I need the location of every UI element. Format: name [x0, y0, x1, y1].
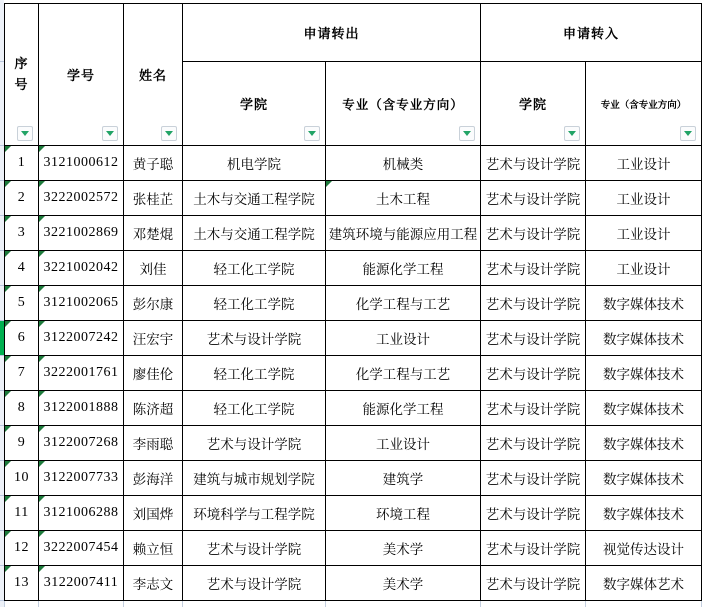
cell-name[interactable] — [124, 531, 183, 566]
cell-name[interactable] — [124, 286, 183, 321]
cell-seq[interactable] — [5, 531, 39, 566]
header-college-in[interactable] — [481, 62, 586, 146]
cell-name-value: 彭尔康 — [132, 297, 174, 312]
cell-seq-value: 6 — [17, 330, 26, 345]
filter-arrow-icon — [463, 131, 471, 136]
cell-in-major-value: 数字媒体技术 — [603, 402, 684, 417]
cell-seq[interactable] — [5, 461, 39, 496]
cell-in-major[interactable] — [586, 216, 702, 251]
cell-in-college-value: 艺术与设计学院 — [485, 542, 581, 557]
green-corner-marker-icon — [39, 181, 45, 187]
cell-in-college[interactable] — [481, 531, 586, 566]
cell-in-college[interactable] — [481, 251, 586, 286]
cell-seq-value: 4 — [17, 260, 26, 275]
cell-out-college[interactable] — [183, 426, 326, 461]
cell-out-major[interactable] — [326, 461, 481, 496]
cell-out-major-value: 环境工程 — [376, 507, 430, 522]
filter-arrow-icon — [568, 131, 576, 136]
cell-in-major[interactable] — [586, 286, 702, 321]
cell-student-id[interactable] — [39, 356, 124, 391]
cell-student-id-value: 3122001888 — [43, 400, 119, 415]
cell-out-college[interactable] — [183, 251, 326, 286]
cell-out-major-value: 化学工程与工艺 — [355, 297, 451, 312]
cell-out-college[interactable] — [183, 461, 326, 496]
cell-in-major-value: 工业设计 — [616, 227, 671, 242]
cell-out-major-value: 建筑学 — [382, 472, 424, 487]
cell-in-college[interactable] — [481, 426, 586, 461]
filter-button-student-id[interactable] — [102, 126, 118, 141]
cell-out-major[interactable] — [326, 181, 481, 216]
cell-name[interactable] — [124, 461, 183, 496]
cell-in-college-value: 艺术与设计学院 — [485, 437, 581, 452]
cell-student-id[interactable] — [39, 391, 124, 426]
cell-in-college[interactable] — [481, 181, 586, 216]
cell-out-college[interactable] — [183, 181, 326, 216]
green-corner-marker-icon — [5, 146, 11, 152]
cell-in-college-value: 艺术与设计学院 — [485, 192, 581, 207]
green-corner-marker-icon — [5, 496, 11, 502]
cell-seq[interactable] — [5, 146, 39, 181]
cell-in-college[interactable] — [481, 566, 586, 601]
gridline — [701, 601, 702, 607]
cell-name-value: 李雨聪 — [132, 437, 174, 452]
green-corner-marker-icon — [5, 251, 11, 257]
green-corner-marker-icon — [39, 251, 45, 257]
cell-out-college-value: 轻工化工学院 — [213, 367, 295, 382]
cell-seq[interactable] — [5, 566, 39, 601]
cell-in-major-value: 数字媒体技术 — [603, 472, 684, 487]
cell-in-college[interactable] — [481, 356, 586, 391]
filter-button-college-in[interactable] — [564, 126, 580, 141]
cell-out-major[interactable] — [326, 321, 481, 356]
green-corner-marker-icon — [5, 356, 11, 362]
cell-student-id-value: 3122007733 — [43, 470, 119, 485]
cell-in-major[interactable] — [586, 356, 702, 391]
cell-student-id-value: 3122007411 — [43, 575, 119, 590]
cell-student-id[interactable] — [39, 531, 124, 566]
cell-seq[interactable] — [5, 426, 39, 461]
cell-out-college-value: 艺术与设计学院 — [206, 332, 302, 347]
header-major-out[interactable] — [326, 62, 481, 146]
cell-name-value: 李志文 — [132, 577, 174, 592]
cell-out-major[interactable] — [326, 356, 481, 391]
green-corner-marker-icon — [39, 216, 45, 222]
cell-in-college-value: 艺术与设计学院 — [485, 402, 581, 417]
cell-student-id[interactable] — [39, 461, 124, 496]
cell-out-major-value: 工业设计 — [376, 437, 430, 452]
cell-name-value: 刘佳 — [139, 262, 167, 277]
cell-name-value: 赖立恒 — [132, 542, 174, 557]
cell-name-value: 汪宏宇 — [132, 332, 174, 347]
cell-in-major[interactable] — [586, 181, 702, 216]
cell-in-college[interactable] — [481, 321, 586, 356]
cell-student-id-value: 3121000612 — [43, 155, 119, 170]
cell-in-major[interactable] — [586, 461, 702, 496]
header-major-out-label: 专业（含专业方向） — [342, 97, 464, 112]
gridline — [585, 601, 586, 607]
cell-in-major-value: 工业设计 — [616, 262, 671, 277]
header-college-out-label: 学院 — [239, 97, 268, 112]
cell-out-major-value: 能源化学工程 — [362, 262, 444, 277]
cell-seq[interactable] — [5, 321, 39, 356]
cell-out-college[interactable] — [183, 566, 326, 601]
cell-name[interactable] — [124, 321, 183, 356]
cell-out-college[interactable] — [183, 531, 326, 566]
header-student-id[interactable] — [39, 4, 124, 146]
header-college-out[interactable] — [183, 62, 326, 146]
cell-seq-value: 5 — [17, 295, 26, 310]
green-corner-marker-icon — [39, 391, 45, 397]
cell-out-college[interactable] — [183, 391, 326, 426]
cell-name[interactable] — [124, 391, 183, 426]
cell-out-college-value: 建筑与城市规划学院 — [193, 472, 315, 487]
cell-student-id[interactable] — [39, 426, 124, 461]
green-corner-marker-icon — [39, 286, 45, 292]
filter-arrow-icon — [21, 131, 29, 136]
cell-in-college-value: 艺术与设计学院 — [485, 262, 581, 277]
cell-seq-value: 1 — [17, 155, 26, 170]
cell-out-college-value: 轻工化工学院 — [213, 262, 295, 277]
cell-name[interactable] — [124, 426, 183, 461]
green-corner-marker-icon — [39, 356, 45, 362]
cell-out-college[interactable] — [183, 496, 326, 531]
green-corner-marker-icon — [5, 461, 11, 467]
cell-in-major[interactable] — [586, 426, 702, 461]
cell-out-college-value: 环境科学与工程学院 — [193, 507, 315, 522]
cell-in-college-value: 艺术与设计学院 — [485, 227, 581, 242]
cell-student-id[interactable] — [39, 496, 124, 531]
header-seq-label: 序号 — [14, 55, 29, 92]
green-corner-marker-icon — [5, 531, 11, 537]
cell-seq-value: 8 — [17, 400, 26, 415]
header-group-out-label: 申请转出 — [303, 26, 360, 41]
green-corner-marker-icon — [5, 566, 11, 572]
cell-name-value: 刘国烨 — [132, 507, 174, 522]
cell-seq[interactable] — [5, 496, 39, 531]
cell-in-major[interactable] — [586, 496, 702, 531]
cell-in-major-value: 数字媒体技术 — [603, 297, 684, 312]
filter-arrow-icon — [106, 131, 114, 136]
cell-name[interactable] — [124, 356, 183, 391]
cell-out-major-value: 工业设计 — [376, 332, 430, 347]
cell-out-major[interactable] — [326, 566, 481, 601]
cell-in-college-value: 艺术与设计学院 — [485, 332, 581, 347]
cell-seq[interactable] — [5, 391, 39, 426]
cell-seq-value: 7 — [17, 365, 26, 380]
cell-student-id[interactable] — [39, 181, 124, 216]
green-corner-marker-icon — [5, 391, 11, 397]
cell-out-college-value: 艺术与设计学院 — [206, 542, 302, 557]
gridline — [4, 601, 5, 607]
header-group-in-label: 申请转入 — [562, 26, 619, 41]
cell-in-major[interactable] — [586, 531, 702, 566]
cell-out-major-value: 机械类 — [382, 157, 424, 172]
green-corner-marker-icon — [39, 566, 45, 572]
cell-seq-value: 12 — [14, 540, 29, 555]
cell-out-major[interactable] — [326, 216, 481, 251]
cell-out-college-value: 土木与交通工程学院 — [193, 192, 315, 207]
cell-student-id-value: 3222001761 — [43, 365, 119, 380]
cell-in-college-value: 艺术与设计学院 — [485, 367, 581, 382]
cell-name-value: 张桂芷 — [132, 192, 174, 207]
cell-student-id[interactable] — [39, 566, 124, 601]
cell-in-college-value: 艺术与设计学院 — [485, 472, 581, 487]
cell-in-major[interactable] — [586, 391, 702, 426]
cell-name-value: 彭海洋 — [132, 472, 174, 487]
gridline — [325, 601, 326, 607]
cell-out-major[interactable] — [326, 146, 481, 181]
cell-out-college-value: 土木与交通工程学院 — [193, 227, 315, 242]
filter-button-college-out[interactable] — [304, 126, 320, 141]
header-name[interactable] — [124, 4, 183, 146]
cell-out-college[interactable] — [183, 216, 326, 251]
cell-in-college[interactable] — [481, 146, 586, 181]
cell-name-value: 邓楚焜 — [132, 227, 174, 242]
filter-button-name[interactable] — [161, 126, 177, 141]
cell-seq-value: 9 — [17, 435, 26, 450]
cell-out-college[interactable] — [183, 356, 326, 391]
cell-out-major[interactable] — [326, 286, 481, 321]
cell-out-major-value: 建筑环境与能源应用工程 — [328, 227, 478, 242]
cell-out-college-value: 艺术与设计学院 — [206, 437, 302, 452]
cell-in-major-value: 数字媒体技术 — [603, 437, 684, 452]
cell-name-value: 陈济超 — [132, 402, 174, 417]
cell-in-major[interactable] — [586, 251, 702, 286]
cell-student-id-value: 3121006288 — [43, 505, 119, 520]
cell-seq[interactable] — [5, 356, 39, 391]
cell-name[interactable] — [124, 566, 183, 601]
cell-seq-value: 11 — [14, 505, 29, 520]
cell-student-id-value: 3221002869 — [43, 225, 119, 240]
cell-name[interactable] — [124, 216, 183, 251]
green-corner-marker-icon — [5, 181, 11, 187]
cell-student-id-value: 3122007268 — [43, 435, 119, 450]
cell-in-college[interactable] — [481, 216, 586, 251]
cell-in-college-value: 艺术与设计学院 — [485, 297, 581, 312]
cell-student-id[interactable] — [39, 146, 124, 181]
cell-out-major-value: 美术学 — [382, 577, 424, 592]
cell-student-id[interactable] — [39, 286, 124, 321]
cell-student-id-value: 3121002065 — [43, 295, 119, 310]
filter-arrow-icon — [684, 131, 692, 136]
cell-seq[interactable] — [5, 181, 39, 216]
cell-in-college-value: 艺术与设计学院 — [485, 157, 581, 172]
cell-out-major-value: 美术学 — [382, 542, 424, 557]
cell-seq[interactable] — [5, 216, 39, 251]
cell-name-value: 廖佳伦 — [132, 367, 174, 382]
cell-student-id[interactable] — [39, 216, 124, 251]
cell-out-college[interactable] — [183, 146, 326, 181]
green-corner-marker-icon — [326, 181, 332, 187]
header-group-transfer-in[interactable] — [481, 4, 702, 62]
green-corner-marker-icon — [5, 216, 11, 222]
green-corner-marker-icon — [39, 461, 45, 467]
cell-student-id[interactable] — [39, 321, 124, 356]
cell-seq-value: 10 — [14, 470, 29, 485]
header-college-in-label: 学院 — [518, 97, 547, 112]
cell-in-major-value: 工业设计 — [616, 157, 671, 172]
transfer-applications-table — [4, 3, 702, 601]
gridline — [480, 601, 481, 607]
header-student-id-label: 学号 — [66, 68, 95, 83]
cell-seq-value: 3 — [17, 225, 26, 240]
cell-student-id-value: 3221002042 — [43, 260, 119, 275]
cell-in-college-value: 艺术与设计学院 — [485, 577, 581, 592]
green-corner-marker-icon — [39, 496, 45, 502]
filter-button-major-in[interactable] — [680, 126, 696, 141]
cell-out-major[interactable] — [326, 496, 481, 531]
gridline — [38, 601, 39, 607]
cell-out-major-value: 土木工程 — [376, 192, 430, 207]
header-group-transfer-out[interactable] — [183, 4, 481, 62]
green-corner-marker-icon — [39, 146, 45, 152]
cell-name-value: 黄子聪 — [132, 157, 174, 172]
gridline — [123, 601, 124, 607]
cell-out-college-value: 轻工化工学院 — [213, 402, 295, 417]
cell-out-major[interactable] — [326, 426, 481, 461]
cell-out-college[interactable] — [183, 286, 326, 321]
cell-in-college[interactable] — [481, 461, 586, 496]
header-name-label: 姓名 — [138, 68, 167, 83]
green-corner-marker-icon — [5, 321, 11, 327]
cell-out-major[interactable] — [326, 391, 481, 426]
cell-in-major[interactable] — [586, 566, 702, 601]
cell-name[interactable] — [124, 181, 183, 216]
cell-in-college[interactable] — [481, 391, 586, 426]
cell-out-college-value: 轻工化工学院 — [213, 297, 295, 312]
cell-out-major-value: 能源化学工程 — [362, 402, 444, 417]
green-corner-marker-icon — [5, 286, 11, 292]
header-major-in[interactable] — [586, 62, 702, 146]
cell-in-major-value: 视觉传达设计 — [603, 542, 684, 557]
green-corner-marker-icon — [39, 321, 45, 327]
filter-button-seq[interactable] — [17, 126, 33, 141]
filter-button-major-out[interactable] — [459, 126, 475, 141]
cell-in-college-value: 艺术与设计学院 — [485, 507, 581, 522]
header-major-in-label: 专业（含专业方向） — [600, 99, 687, 111]
header-seq[interactable] — [5, 4, 39, 146]
cell-in-major-value: 数字媒体技术 — [603, 507, 684, 522]
cell-out-major[interactable] — [326, 531, 481, 566]
cell-seq-value: 13 — [14, 575, 29, 590]
cell-name[interactable] — [124, 496, 183, 531]
cell-name[interactable] — [124, 146, 183, 181]
green-corner-marker-icon — [39, 426, 45, 432]
cell-out-college-value: 机电学院 — [227, 157, 281, 172]
gridline — [182, 601, 183, 607]
cell-student-id[interactable] — [39, 251, 124, 286]
cell-seq[interactable] — [5, 251, 39, 286]
cell-seq[interactable] — [5, 286, 39, 321]
cell-student-id-value: 3122007242 — [43, 330, 119, 345]
cell-in-college[interactable] — [481, 496, 586, 531]
cell-out-college-value: 艺术与设计学院 — [206, 577, 302, 592]
cell-seq-value: 2 — [17, 190, 26, 205]
green-corner-marker-icon — [39, 531, 45, 537]
cell-out-college[interactable] — [183, 321, 326, 356]
cell-student-id-value: 3222002572 — [43, 190, 119, 205]
cell-in-major[interactable] — [586, 146, 702, 181]
cell-in-major[interactable] — [586, 321, 702, 356]
cell-in-major-value: 数字媒体技术 — [603, 367, 684, 382]
green-corner-marker-icon — [5, 426, 11, 432]
cell-in-major-value: 数字媒体艺术 — [603, 577, 684, 592]
cell-in-major-value: 工业设计 — [616, 192, 671, 207]
cell-out-major-value: 化学工程与工艺 — [355, 367, 451, 382]
cell-student-id-value: 3222007454 — [43, 540, 119, 555]
cell-in-major-value: 数字媒体技术 — [603, 332, 684, 347]
cell-in-college[interactable] — [481, 286, 586, 321]
filter-arrow-icon — [308, 131, 316, 136]
cell-name[interactable] — [124, 251, 183, 286]
filter-arrow-icon — [165, 131, 173, 136]
cell-out-major[interactable] — [326, 251, 481, 286]
